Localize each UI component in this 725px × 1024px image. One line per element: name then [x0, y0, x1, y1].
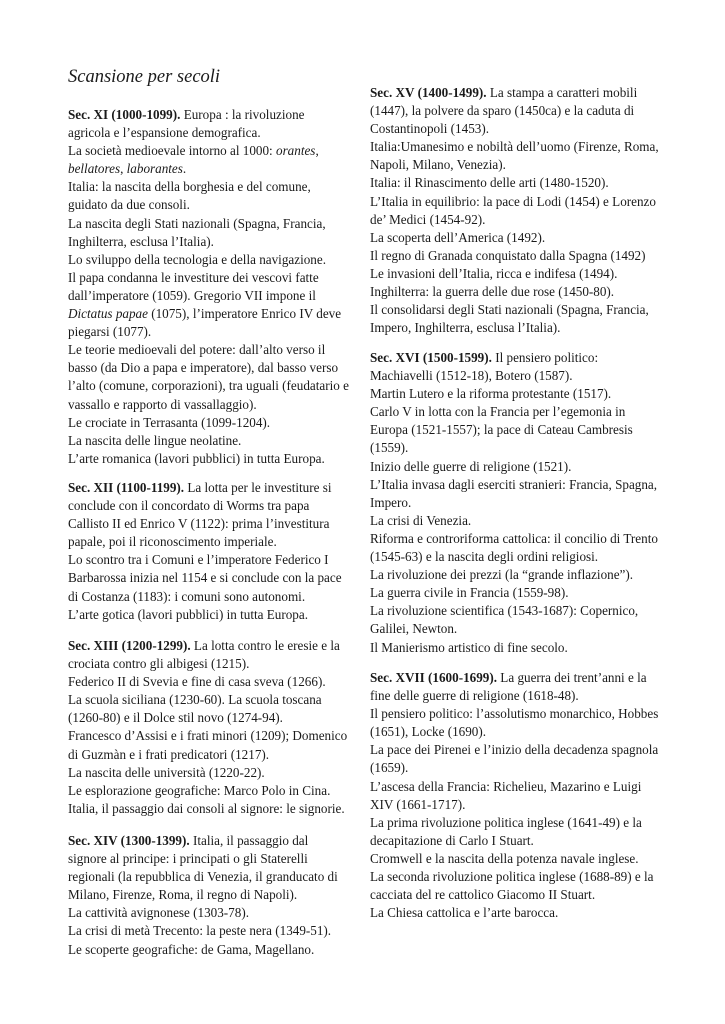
section-paragraph — [370, 174, 662, 192]
text-run: La guerra civile in Francia (1559-98). — [370, 585, 569, 601]
section-paragraph — [370, 283, 662, 301]
section-intro-paragraph — [370, 84, 662, 138]
text-run: La nascita delle università (1220-22). — [68, 764, 265, 780]
text-run: Il regno di Granada conquistato dalla Spagna (1492) — [370, 247, 646, 263]
section-heading: Sec. XV (1400-1499). — [370, 85, 487, 100]
section-paragraph — [68, 142, 350, 178]
section-xii — [68, 479, 350, 624]
text-run: Cromwell e la nascita della potenza navale inglese. — [370, 850, 639, 866]
text-run: Italia: il Rinascimento delle arti (1480-1520). — [370, 175, 609, 191]
section-xiv — [68, 832, 350, 959]
section-intro-paragraph — [68, 637, 350, 673]
section-xv — [370, 84, 662, 337]
text-run: Italia, il passaggio dal signore al principe: i principati o gli Staterelli regionali (la repubblica di Venezia, il granducato di Milano, Firenze, Roma, il regno di Napoli). — [68, 833, 338, 903]
text-run: Inghilterra: la guerra delle due rose (1450-80). — [370, 284, 615, 300]
text-run: Inizio delle guerre di religione (1521). — [370, 458, 572, 474]
text-run: Le invasioni dell’Italia, ricca e indifesa (1494). — [370, 265, 618, 281]
section-paragraph — [370, 602, 662, 638]
section-intro-paragraph — [370, 349, 662, 385]
text-run: Il consolidarsi degli Stati nazionali (Spagna, Francia, Impero, Inghilterra, esclusa l’Italia). — [370, 302, 649, 336]
section-paragraph — [370, 403, 662, 457]
text-run: Il Manierismo artistico di fine secolo. — [370, 639, 568, 655]
section-paragraph — [68, 414, 350, 432]
text-run: Italia: la nascita della borghesia e del comune, guidato da due consoli. — [68, 179, 311, 213]
text-run: La prima rivoluzione politica inglese (1641-49) e la decapitazione di Carlo I Stuart. — [370, 814, 642, 848]
section-paragraph — [370, 868, 662, 904]
text-run: La Chiesa cattolica e l’arte barocca. — [370, 905, 559, 921]
section-paragraph — [370, 512, 662, 530]
section-paragraph — [68, 450, 350, 468]
section-paragraph — [370, 584, 662, 602]
section-heading: Sec. XI (1000-1099). — [68, 107, 181, 122]
text-run: La rivoluzione scientifica (1543-1687): Copernico, Galilei, Newton. — [370, 603, 639, 637]
section-paragraph — [370, 904, 662, 922]
section-paragraph — [68, 341, 350, 413]
section-paragraph — [68, 215, 350, 251]
text-run: (1075), l’imperatore Enrico IV deve piegarsi (1077). — [68, 306, 342, 340]
text-run: Carlo V in lotta con la Francia per l’egemonia in Europa (1521-1557); la pace di Cateau Cambresis (1559). — [370, 404, 633, 456]
text-run: L’arte romanica (lavori pubblici) in tutta Europa. — [68, 450, 325, 466]
text-run: La lotta per le investiture si conclude con il concordato di Worms tra papa Callisto II ed Enrico V (1122): prima l’investitura papale, poi il riconoscimento imperiale. — [68, 480, 332, 550]
text-run: La nascita delle lingue neolatine. — [68, 432, 242, 448]
text-run: La cattività avignonese (1303-78). — [68, 905, 249, 921]
section-paragraph — [370, 705, 662, 741]
italic-text: bellatores — [68, 161, 121, 177]
text-run: La società medioevale intorno al 1000: — [68, 143, 276, 159]
section-paragraph — [370, 138, 662, 174]
section-xvii — [370, 669, 662, 922]
text-run: Il pensiero politico: Machiavelli (1512-18), Botero (1587). — [370, 350, 599, 384]
section-heading: Sec. XII (1100-1199). — [68, 480, 185, 495]
text-run: La stampa a caratteri mobili (1447), la polvere da sparo (1450ca) e la caduta di Costantinopoli (1453). — [370, 85, 638, 137]
text-run: Europa : la rivoluzione agricola e l’espansione demografica. — [68, 107, 305, 141]
section-intro-paragraph — [68, 479, 350, 551]
italic-text: laborantes — [126, 161, 183, 177]
section-paragraph — [370, 193, 662, 229]
section-paragraph — [68, 800, 350, 818]
text-run: La nascita degli Stati nazionali (Spagna, Francia, Inghilterra, esclusa l’Italia). — [68, 215, 326, 249]
section-paragraph — [68, 269, 350, 341]
section-paragraph — [370, 814, 662, 850]
text-run: Le esplorazione geografiche: Marco Polo in Cina. — [68, 782, 331, 798]
text-run: La rivoluzione dei prezzi (la “grande inflazione”). — [370, 567, 634, 583]
text-run: Italia:Umanesimo e nobiltà dell’uomo (Firenze, Roma, Napoli, Milano, Venezia). — [370, 139, 659, 173]
text-run: La scoperta dell’America (1492). — [370, 229, 546, 245]
text-run: Francesco d’Assisi e i frati minori (1209); Domenico di Guzmàn e i frati predicatori (1217). — [68, 728, 348, 762]
section-paragraph — [68, 251, 350, 269]
section-xi — [68, 106, 350, 468]
text-run: Martin Lutero e la riforma protestante (1517). — [370, 386, 612, 402]
section-heading: Sec. XVII (1600-1699). — [370, 670, 498, 685]
section-heading: Sec. XIV (1300-1399). — [68, 833, 190, 848]
section-paragraph — [68, 178, 350, 214]
text-run: La pace dei Pirenei e l’inizio della decadenza spagnola (1659). — [370, 742, 659, 776]
section-xvi — [370, 349, 662, 657]
text-run: Il papa condanna le investiture dei vescovi fatte dall’imperatore (1059). Gregorio VII impone il — [68, 269, 319, 303]
section-paragraph — [68, 904, 350, 922]
section-heading: Sec. XVI (1500-1599). — [370, 350, 492, 365]
text-run: , — [315, 143, 319, 159]
section-paragraph — [370, 850, 662, 868]
text-run: La lotta contro le eresie e la crociata contro gli albigesi (1215). — [68, 638, 340, 672]
section-intro-paragraph — [68, 106, 350, 142]
section-paragraph — [370, 566, 662, 584]
section-intro-paragraph — [370, 669, 662, 705]
page-title: Scansione per secoli — [68, 67, 221, 87]
italic-text: Dictatus papae — [68, 306, 148, 322]
section-heading: Sec. XIII (1200-1299). — [68, 638, 191, 653]
text-run: La seconda rivoluzione politica inglese (1688-89) e la cacciata del re cattolico Giacomo II Stuart. — [370, 869, 654, 903]
section-paragraph — [370, 458, 662, 476]
text-run: Lo scontro tra i Comuni e l’imperatore Federico I Barbarossa inizia nel 1154 e si conclude con la pace di Costanza (1183): i comuni sono autonomi. — [68, 552, 342, 604]
text-run: Lo sviluppo della tecnologia e della navigazione. — [68, 251, 326, 267]
section-paragraph — [370, 301, 662, 337]
section-paragraph — [370, 530, 662, 566]
section-paragraph — [68, 922, 350, 940]
text-run: Il pensiero politico: l’assolutismo monarchico, Hobbes (1651), Locke (1690). — [370, 706, 659, 740]
text-run: La guerra dei trent’anni e la fine delle guerre di religione (1618-48). — [370, 670, 647, 704]
section-paragraph — [68, 941, 350, 959]
text-run: L’arte gotica (lavori pubblici) in tutta Europa. — [68, 606, 308, 622]
italic-text: orantes — [276, 143, 316, 159]
section-paragraph — [370, 639, 662, 657]
text-run: , — [120, 161, 127, 177]
section-intro-paragraph — [68, 832, 350, 904]
section-paragraph — [370, 265, 662, 283]
section-paragraph — [370, 778, 662, 814]
section-paragraph — [68, 691, 350, 727]
text-run: L’ascesa della Francia: Richelieu, Mazarino e Luigi XIV (1661-1717). — [370, 778, 642, 812]
text-run: Le crociate in Terrasanta (1099-1204). — [68, 414, 271, 430]
section-paragraph — [68, 606, 350, 624]
section-paragraph — [370, 385, 662, 403]
section-paragraph — [370, 741, 662, 777]
text-run: Italia, il passaggio dai consoli al signore: le signorie. — [68, 800, 345, 816]
text-run: La crisi di metà Trecento: la peste nera (1349-51). — [68, 923, 332, 939]
section-paragraph — [68, 764, 350, 782]
text-run: Le scoperte geografiche: de Gama, Magellano. — [68, 941, 315, 957]
text-run: Federico II di Svevia e fine di casa sveva (1266). — [68, 674, 326, 690]
section-paragraph — [370, 247, 662, 265]
text-run: Le teorie medioevali del potere: dall’alto verso il basso (da Dio a papa e imperatore), dal basso verso l’alto (comune, corporazioni), tra uguali (feudatario e vassallo e rapporto di vassallaggio). — [68, 342, 349, 412]
text-run: L’Italia invasa dagli eserciti stranieri: Francia, Spagna, Impero. — [370, 476, 658, 510]
section-paragraph — [370, 229, 662, 247]
section-paragraph — [68, 673, 350, 691]
section-paragraph — [68, 727, 350, 763]
text-run: La scuola siciliana (1230-60). La scuola toscana (1260-80) e il Dolce stil novo (1274-94). — [68, 692, 322, 726]
text-run: La crisi di Venezia. — [370, 512, 472, 528]
section-paragraph — [370, 476, 662, 512]
section-paragraph — [68, 432, 350, 450]
text-run: Riforma e controriforma cattolica: il concilio di Trento (1545-63) e la nascita degli ordini religiosi. — [370, 530, 658, 565]
section-paragraph — [68, 782, 350, 800]
text-run: L’Italia in equilibrio: la pace di Lodi (1454) e Lorenzo de’ Medici (1454-92). — [370, 193, 656, 227]
text-run: . — [182, 161, 187, 177]
section-paragraph — [68, 551, 350, 605]
section-xiii — [68, 637, 350, 818]
